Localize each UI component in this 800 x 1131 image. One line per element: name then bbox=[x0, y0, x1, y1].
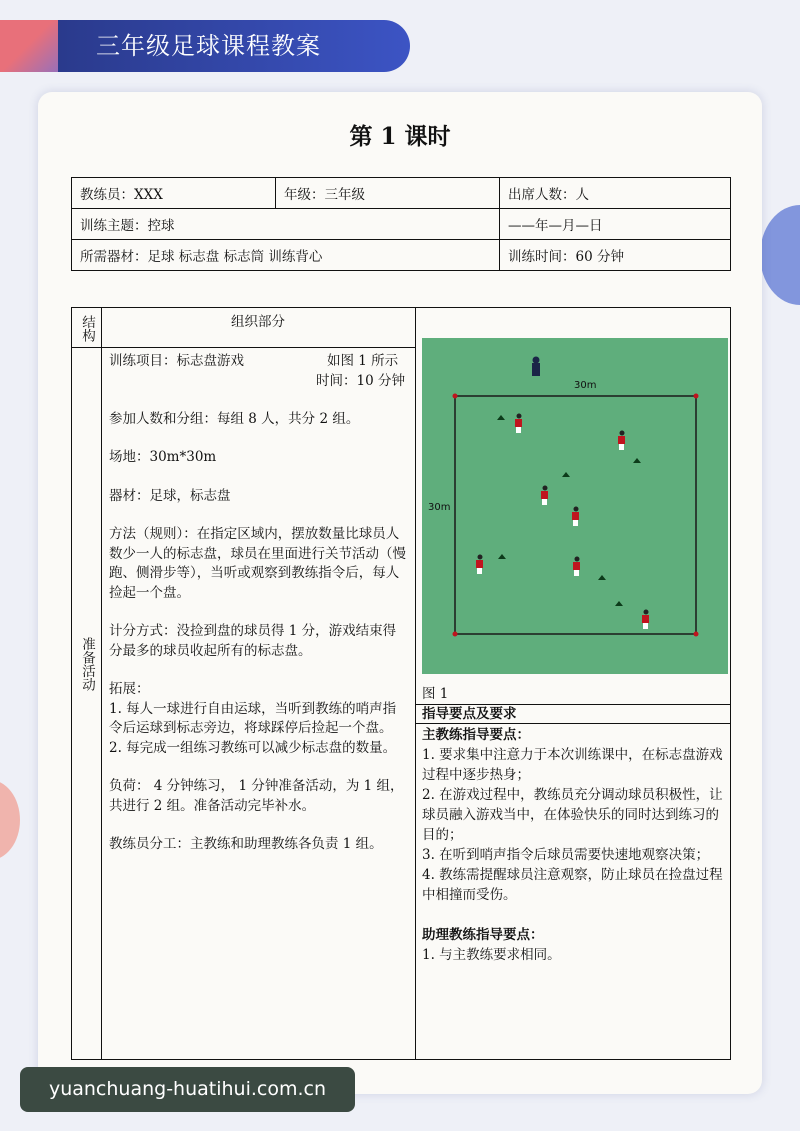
section-label: 准备活动 bbox=[79, 637, 95, 691]
guide-item: 2. 在游戏过程中，教练员充分调动球员积极性，让球员融入游戏当中，在体验快乐的同时达到练习的目的； bbox=[422, 787, 723, 843]
load-paragraph: 负荷： 4 分钟练习， 1 分钟准备活动，为 1 组，共进行 2 组。准备活动完毕补水。 bbox=[109, 778, 404, 814]
grade-cell: 年级：三年级 bbox=[276, 178, 500, 209]
extension-title: 拓展： bbox=[109, 681, 150, 697]
coach-cell: 教练员：XXX bbox=[72, 178, 276, 209]
extension-item: 1. 每人一球进行自由运球，当听到教练的哨声指令后运球到标志旁边，将球踩停后捡起一个盘。 bbox=[109, 700, 397, 736]
decorative-circle bbox=[0, 780, 20, 860]
watermark-label: yuanchuang-huatihui.com.cn bbox=[20, 1067, 355, 1112]
method-paragraph: 方法（规则）：在指定区域内，摆放数量比球员人数少一人的标志盘，球员在里面进行关节活动（慢跑、侧滑步等），当听或观察到教练指令后，每人捡起一个盘。 bbox=[109, 526, 406, 601]
division-paragraph: 教练员分工：主教练和助理教练各负责 1 组。 bbox=[109, 836, 383, 852]
attendance-cell: 出席人数：人 bbox=[500, 178, 731, 209]
guide-item: 3. 在听到哨声指令后球员需要快速地观察决策； bbox=[422, 847, 710, 863]
decorative-circle bbox=[760, 205, 800, 305]
structure-header: 结构 bbox=[79, 314, 95, 342]
column-divider bbox=[101, 308, 102, 1059]
lesson-info-table bbox=[71, 177, 731, 271]
field-diagram bbox=[422, 338, 728, 674]
guide-item: 4. 教练需提醒球员注意观察，防止球员在捡盘过程中相撞而受伤。 bbox=[422, 867, 723, 903]
figure-reference: 如图 1 所示 bbox=[327, 353, 399, 369]
guide-title: 指导要点及要求 bbox=[422, 706, 517, 722]
assistant-coach-title: 助理教练指导要点： bbox=[422, 927, 544, 943]
banner-title: 三年级足球课程教案 bbox=[58, 20, 410, 72]
organization-header: 组织部分 bbox=[231, 314, 285, 330]
guide-item: 1. 要求集中注意力于本次训练课中，在标志盘游戏过程中逐步热身； bbox=[422, 747, 723, 783]
duration-cell: 训练时间：60 分钟 bbox=[500, 240, 731, 271]
extension-item: 2. 每完成一组练习教练可以减少标志盘的数量。 bbox=[109, 739, 397, 756]
project-line: 训练项目：标志盘游戏 bbox=[109, 353, 244, 369]
header-divider bbox=[72, 347, 415, 348]
participants-line: 参加人数和分组：每组 8 人，共分 2 组。 bbox=[109, 410, 360, 427]
figure-caption: 图 1 bbox=[422, 686, 449, 702]
date-cell: ——年—月—日 bbox=[500, 209, 731, 240]
equipment-line: 器材：足球，标志盘 bbox=[109, 487, 231, 504]
head-coach-title: 主教练指导要点： bbox=[422, 727, 530, 743]
column-divider bbox=[415, 308, 416, 1059]
organization-content bbox=[109, 352, 409, 855]
scoring-paragraph: 计分方式：没捡到盘的球员得 1 分，游戏结束得分最多的球员收起所有的标志盘。 bbox=[109, 623, 397, 659]
side-dimension-label: 30m bbox=[428, 502, 451, 513]
top-dimension-label: 30m bbox=[574, 380, 597, 391]
equipment-cell: 所需器材：足球 标志盘 标志筒 训练背心 bbox=[72, 240, 500, 271]
coach-figure bbox=[532, 357, 540, 377]
field-line: 场地：30m*30m bbox=[109, 449, 217, 465]
theme-cell: 训练主题：控球 bbox=[72, 209, 500, 240]
time-line: 时间：10 分钟 bbox=[316, 373, 405, 389]
guide-content bbox=[422, 725, 726, 965]
lesson-plan-table bbox=[71, 307, 731, 1060]
guide-item: 1. 与主教练要求相同。 bbox=[422, 947, 561, 963]
lesson-title: 第 1 课时 bbox=[349, 123, 451, 150]
